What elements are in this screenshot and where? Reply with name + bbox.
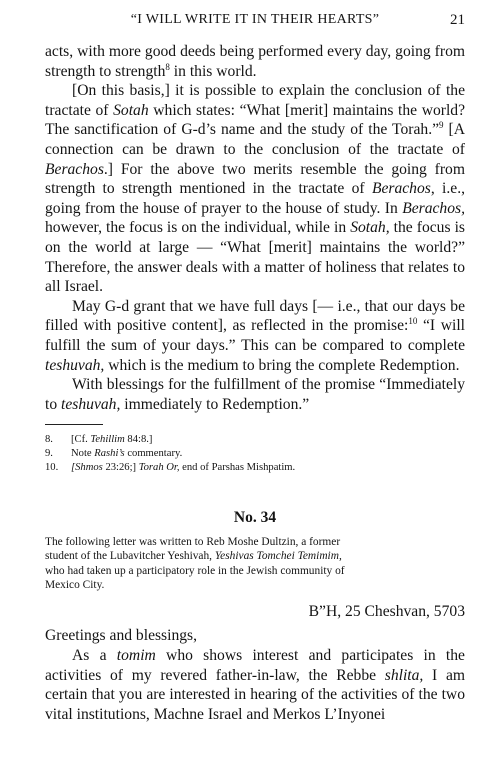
running-title: “I WILL WRITE IT IN THEIR HEARTS” [130, 12, 380, 27]
text: [A connection can be drawn to the conclusion of the tractate of [45, 121, 465, 158]
italic-term: shlita, [384, 666, 424, 684]
italic-term: Berachos [371, 180, 431, 198]
italic-term: [Shmos [71, 462, 103, 474]
text: 23:26;] [102, 462, 139, 474]
text: “I will fulfill the sum of your days.” This can be compared to complete [45, 317, 466, 354]
footnote-divider [45, 424, 103, 425]
italic-term: Tehillim [90, 434, 125, 446]
letter-salutation: Greetings and blessings, [45, 627, 198, 645]
footnote [45, 447, 465, 461]
italic-term: teshuvah, [61, 395, 121, 413]
letter-paragraph [45, 646, 465, 724]
footnote [45, 461, 465, 475]
text: who shows interest and participates in the activities of my revered father-in-law, the Rebbe [45, 647, 465, 684]
italic-term: Sotah, [350, 219, 390, 237]
text: the focus is on the world at large — “What [merit] maintains the world?” Therefore, the answer deals with a matter of holiness that relates to all Israel. [45, 219, 465, 296]
letter-intro [45, 535, 345, 592]
footnote-ref: 9 [439, 120, 444, 131]
italic-term: Berachos [45, 160, 104, 178]
footnote [45, 433, 465, 447]
text: The following letter was written to Reb Moshe Dultzin, a former student of the Lubavitcher Yeshivah, [45, 536, 341, 563]
text: [Cf. [71, 434, 91, 446]
footnotes [45, 433, 465, 475]
book-page [45, 12, 465, 724]
text: With blessings for the fulfillment of the promise “Immediately to [45, 376, 465, 413]
text: however, the focus is on the individual, while in [45, 219, 351, 237]
text: immediately to Redemption.” [120, 395, 310, 413]
italic-term: Torah Or, [138, 462, 180, 474]
italic-term: Berachos, [402, 199, 465, 217]
text: [On this basis,] it is possible to explain the conclusion of the tractate of [45, 82, 465, 119]
footnote-number: 9. [45, 448, 53, 460]
italic-term: teshuvah, [45, 356, 105, 374]
text: 84:8.] [124, 434, 153, 446]
italic-term: tomim [116, 647, 156, 665]
footnote-ref: 10 [408, 316, 418, 327]
text: end of Parshas Mishpatim. [179, 462, 296, 474]
paragraph-blessings [45, 375, 465, 414]
text: which states: “What [merit] maintains the world? The sanctification of G-d’s name and the study of the Torah.” [45, 101, 466, 139]
running-head [45, 12, 465, 42]
text: who had taken up a participatory role in the Jewish community of Mexico City. [45, 564, 345, 591]
footnote-number: 8. [45, 434, 53, 446]
paragraph-continuation [45, 42, 465, 81]
text: I am certain that you are interested in hearing of the activities of the two vital institutions, Machne Israel and Merkos L’Inyonei [45, 666, 465, 723]
italic-term: Rashi’s [94, 448, 125, 460]
text: in this world. [169, 62, 257, 80]
paragraph-full-days [45, 297, 465, 375]
text: May G-d grant that we have full days [— i.e., that our days be filled with positive content], as reflected in the promise: [45, 297, 465, 335]
text: acts, with more good deeds being performed every day, going from strength to strength [45, 43, 465, 80]
paragraph-sotah [45, 81, 465, 297]
text: .] For the above two merits resemble the going from strength to strength mentioned in the tractate of [45, 160, 465, 198]
text: As a [72, 647, 117, 665]
italic-term: Yeshivas Tomchei Temimim, [214, 550, 342, 563]
text: which is the medium to bring the complete Redemption. [104, 356, 460, 374]
text: commentary. [124, 448, 183, 460]
letter-dateline: B”H, 25 Cheshvan, 5703 [308, 603, 465, 621]
text: , i.e., going from the house of prayer to the house of study. In [45, 180, 465, 217]
footnote-number: 10. [45, 462, 59, 474]
text: Note [71, 448, 95, 460]
letter-heading: No. 34 [233, 509, 277, 527]
footnote-ref: 8 [165, 61, 170, 72]
italic-term: Sotah [113, 101, 149, 119]
page-number: 21 [450, 12, 465, 28]
